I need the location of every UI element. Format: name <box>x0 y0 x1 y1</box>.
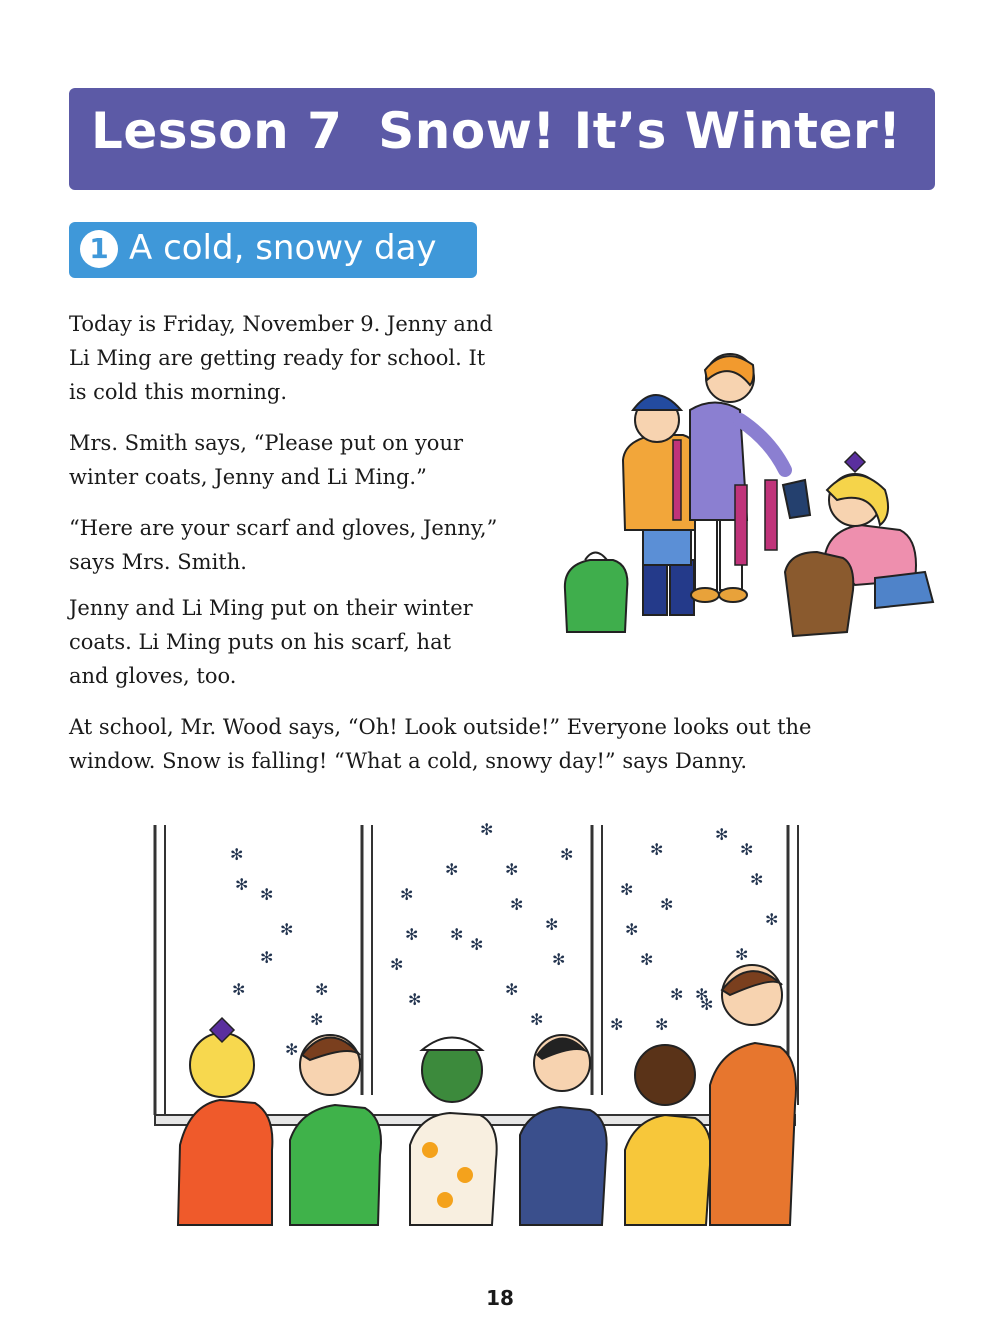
svg-text:✻: ✻ <box>560 845 574 864</box>
getting-ready-illustration <box>555 340 940 640</box>
svg-text:✻: ✻ <box>620 880 634 899</box>
svg-text:✻: ✻ <box>390 955 404 974</box>
svg-text:✻: ✻ <box>408 990 422 1009</box>
svg-text:✻: ✻ <box>450 925 464 944</box>
svg-text:✻: ✻ <box>480 820 494 839</box>
svg-text:✻: ✻ <box>310 1010 324 1029</box>
svg-text:✻: ✻ <box>445 860 459 879</box>
lesson-title: Lesson 7 Snow! It’s Winter! <box>91 102 902 160</box>
svg-text:✻: ✻ <box>640 950 654 969</box>
svg-text:✻: ✻ <box>740 840 754 859</box>
svg-text:✻: ✻ <box>735 945 749 964</box>
svg-text:✻: ✻ <box>625 920 639 939</box>
lesson-title-bar <box>69 88 935 190</box>
svg-text:✻: ✻ <box>610 1015 624 1034</box>
svg-text:✻: ✻ <box>505 860 519 879</box>
svg-text:✻: ✻ <box>670 985 684 1004</box>
svg-text:✻: ✻ <box>765 910 779 929</box>
story-paragraph-3: “Here are your scarf and gloves, Jenny,” says Mrs. Smith. <box>69 516 498 574</box>
svg-text:✻: ✻ <box>230 845 244 864</box>
svg-text:✻: ✻ <box>235 875 249 894</box>
svg-text:✻: ✻ <box>655 1015 669 1034</box>
svg-text:✻: ✻ <box>660 895 674 914</box>
story-paragraph-1: Today is Friday, November 9. Jenny and Li Ming are getting ready for school. It is cold this morning. <box>69 312 493 404</box>
svg-text:✻: ✻ <box>285 1040 299 1059</box>
section-heading <box>69 222 477 278</box>
svg-text:✻: ✻ <box>280 920 294 939</box>
svg-text:✻: ✻ <box>552 950 566 969</box>
svg-text:✻: ✻ <box>405 925 419 944</box>
story-paragraph-2: Mrs. Smith says, “Please put on your winter coats, Jenny and Li Ming.” <box>69 431 464 489</box>
page-number: 18 <box>486 1286 514 1310</box>
svg-text:✻: ✻ <box>400 885 414 904</box>
svg-text:✻: ✻ <box>750 870 764 889</box>
svg-text:✻: ✻ <box>260 948 274 967</box>
svg-text:✻: ✻ <box>315 980 329 999</box>
snowy-window-illustration <box>140 815 820 1255</box>
svg-text:✻: ✻ <box>650 840 664 859</box>
section-title: A cold, snowy day <box>129 228 437 268</box>
svg-text:✻: ✻ <box>695 985 709 1004</box>
story-paragraph-5: At school, Mr. Wood says, “Oh! Look outside!” Everyone looks out the window. Snow is falling! “What a cold, snowy day!” says Danny. <box>69 715 812 773</box>
svg-text:✻: ✻ <box>232 980 246 999</box>
svg-text:✻: ✻ <box>545 915 559 934</box>
svg-text:✻: ✻ <box>470 935 484 954</box>
svg-text:✻: ✻ <box>700 995 714 1014</box>
svg-text:✻: ✻ <box>530 1010 544 1029</box>
svg-text:✻: ✻ <box>715 825 729 844</box>
svg-text:✻: ✻ <box>260 885 274 904</box>
svg-text:✻: ✻ <box>505 980 519 999</box>
svg-text:✻: ✻ <box>510 895 524 914</box>
section-number: 1 <box>80 230 118 268</box>
story-paragraph-4: Jenny and Li Ming put on their winter coats. Li Ming puts on his scarf, hat and gloves, too. <box>69 596 473 688</box>
